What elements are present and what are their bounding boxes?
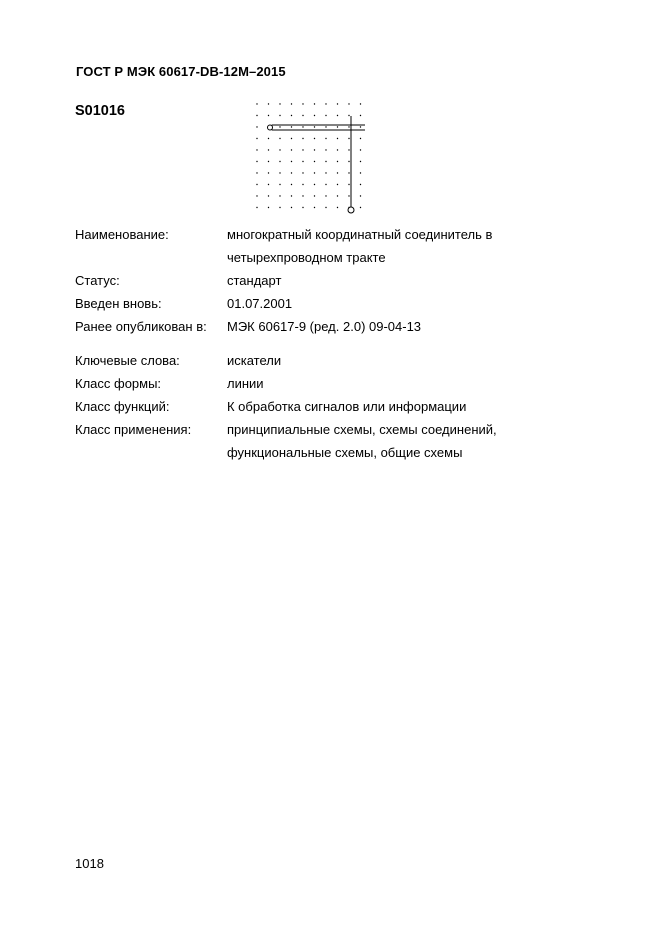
introduced-label: Введен вновь: — [75, 296, 162, 311]
published-value: МЭК 60617-9 (ред. 2.0) 09-04-13 — [227, 319, 422, 334]
keywords-label: Ключевые слова: — [75, 353, 180, 368]
multiple-coordinate-connector-icon — [250, 96, 370, 226]
application-value-line1: принципиальные схемы, схемы соединений, — [227, 422, 497, 437]
name-label: Наименование: — [75, 227, 169, 242]
keywords-value: искатели — [227, 353, 282, 368]
introduced-value: 01.07.2001 — [227, 296, 293, 311]
page-number: 1018 — [75, 856, 104, 871]
application-value-line2: функциональные схемы, общие схемы — [227, 445, 463, 460]
application-class-label: Класс применения: — [75, 422, 192, 437]
function-class-label: Класс функций: — [75, 399, 170, 414]
name-value-line2: четырехпроводном тракте — [227, 250, 386, 265]
status-label: Статус: — [75, 273, 120, 288]
name-value-line1: многократный координатный соединитель в — [227, 227, 493, 242]
symbol-code: S01016 — [75, 103, 125, 119]
function-class-value: К обработка сигналов или информации — [227, 399, 467, 414]
form-class-value: линии — [227, 376, 264, 391]
published-label: Ранее опубликован в: — [75, 319, 207, 334]
form-class-label: Класс формы: — [75, 376, 162, 391]
document-header: ГОСТ Р МЭК 60617-DB-12M–2015 — [76, 64, 286, 79]
status-value: стандарт — [227, 273, 282, 288]
